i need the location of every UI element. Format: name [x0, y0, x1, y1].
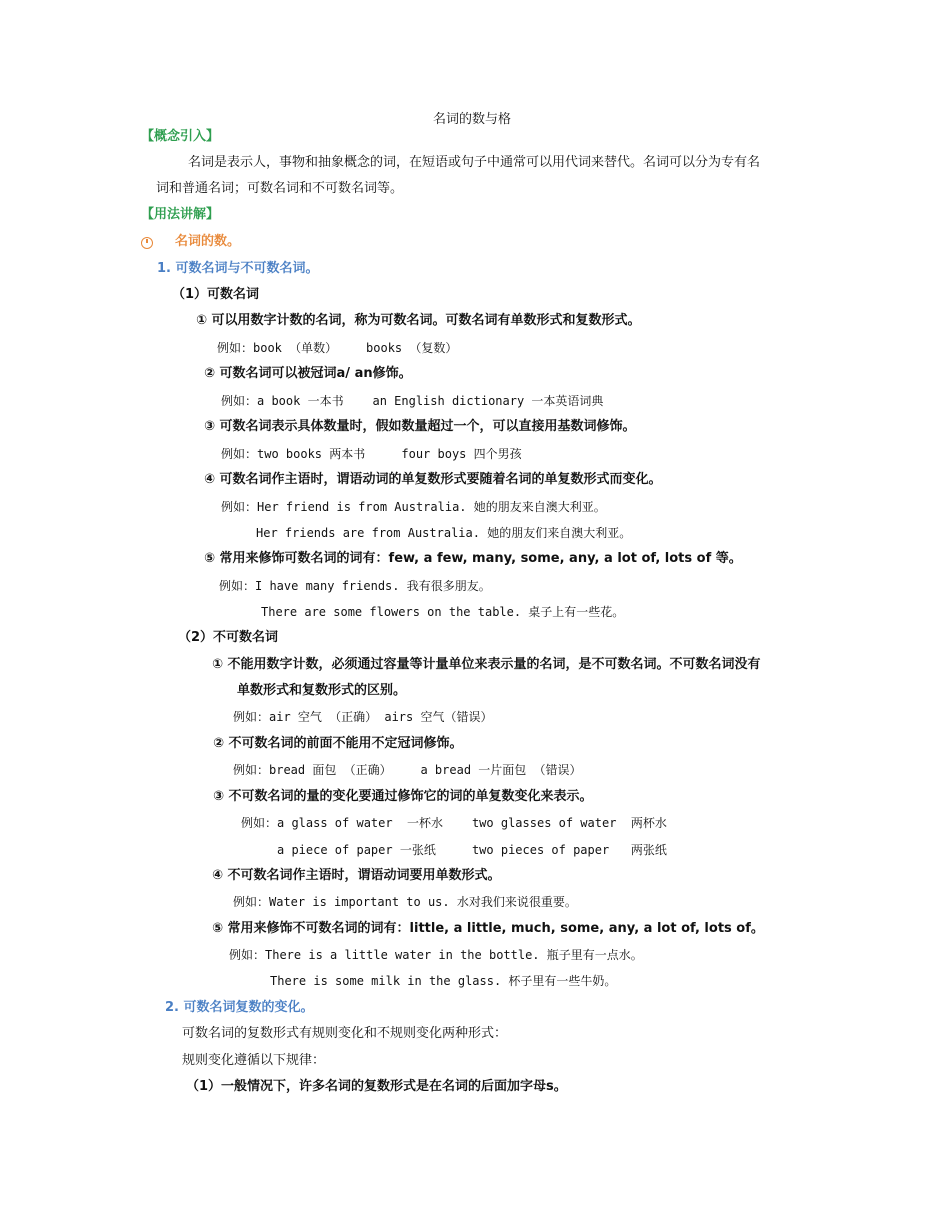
uncountable-example-3a: 例如：a glass of water 一杯水 two glasses of water 两杯水 — [241, 816, 667, 830]
clock-icon — [141, 237, 153, 249]
countable-rule-2: ② 可数名词可以被冠词a/ an修饰。 — [204, 366, 412, 381]
section-1-heading: 1. 可数名词与不可数名词。 — [157, 261, 319, 276]
countable-example-4b: Her friends are from Australia. 她的朋友们来自澳大利亚。 — [256, 526, 632, 540]
countable-heading: （1）可数名词 — [172, 287, 260, 302]
uncountable-heading: （2）不可数名词 — [178, 630, 279, 645]
uncountable-example-5b: There is some milk in the glass. 杯子里有一些牛奶。 — [270, 974, 617, 988]
countable-example-5a: 例如：I have many friends. 我有很多朋友。 — [219, 579, 491, 593]
concept-text-line-1: 名词是表示人，事物和抽象概念的词，在短语或句子中通常可以用代词来替代。名词可以分为专有名 — [188, 155, 761, 170]
usage-header: 【用法讲解】 — [141, 207, 220, 222]
uncountable-example-3b: a piece of paper 一张纸 two pieces of paper 两张纸 — [277, 843, 667, 857]
uncountable-example-5a: 例如：There is a little water in the bottle. 瓶子里有一点水。 — [229, 948, 643, 962]
uncountable-example-2: 例如：bread 面包 （正确） a bread 一片面包 （错误） — [233, 763, 582, 777]
concept-header: 【概念引入】 — [141, 129, 220, 144]
uncountable-rule-4: ④ 不可数名词作主语时，谓语动词要用单数形式。 — [212, 868, 501, 883]
countable-example-2: 例如：a book 一本书 an English dictionary 一本英语词典 — [221, 394, 604, 408]
uncountable-rule-2: ② 不可数名词的前面不能用不定冠词修饰。 — [213, 736, 463, 751]
countable-rule-4: ④ 可数名词作主语时，谓语动词的单复数形式要随着名词的单复数形式而变化。 — [204, 472, 662, 487]
uncountable-example-4: 例如：Water is important to us. 水对我们来说很重要。 — [233, 895, 577, 909]
countable-example-1: 例如：book （单数） books （复数） — [217, 341, 458, 355]
regular-rules-intro: 规则变化遵循以下规律： — [182, 1053, 326, 1068]
uncountable-rule-1a: ① 不能用数字计数，必须通过容量等计量单位来表示量的名词，是不可数名词。不可数名词没有 — [212, 657, 761, 672]
countable-rule-3: ③ 可数名词表示具体数量时，假如数量超过一个，可以直接用基数词修饰。 — [204, 419, 636, 434]
countable-example-3: 例如：two books 两本书 four boys 四个男孩 — [221, 447, 522, 461]
noun-number-heading: 名词的数。 — [175, 234, 241, 249]
uncountable-rule-1b: 单数形式和复数形式的区别。 — [237, 683, 407, 698]
plural-intro: 可数名词的复数形式有规则变化和不规则变化两种形式： — [182, 1026, 508, 1041]
concept-text-line-2: 词和普通名词；可数名词和不可数名词等。 — [156, 181, 404, 196]
countable-rule-5: ⑤ 常用来修饰可数名词的词有：few, a few, many, some, any, a lot of, lots of 等。 — [204, 551, 742, 566]
uncountable-example-1: 例如：air 空气 （正确） airs 空气（错误） — [233, 710, 493, 724]
uncountable-rule-3: ③ 不可数名词的量的变化要通过修饰它的词的单复数变化来表示。 — [213, 789, 593, 804]
countable-example-4a: 例如：Her friend is from Australia. 她的朋友来自澳大利亚。 — [221, 500, 606, 514]
page-title: 名词的数与格 — [433, 112, 512, 127]
section-2-heading: 2. 可数名词复数的变化。 — [165, 1000, 314, 1015]
regular-rule-1: （1）一般情况下，许多名词的复数形式是在名词的后面加字母s。 — [186, 1079, 567, 1094]
countable-rule-1: ① 可以用数字计数的名词，称为可数名词。可数名词有单数形式和复数形式。 — [196, 313, 641, 328]
uncountable-rule-5: ⑤ 常用来修饰不可数名词的词有：little, a little, much, some, any, a lot of, lots of。 — [212, 921, 764, 936]
countable-example-5b: There are some flowers on the table. 桌子上有一些花。 — [261, 605, 625, 619]
